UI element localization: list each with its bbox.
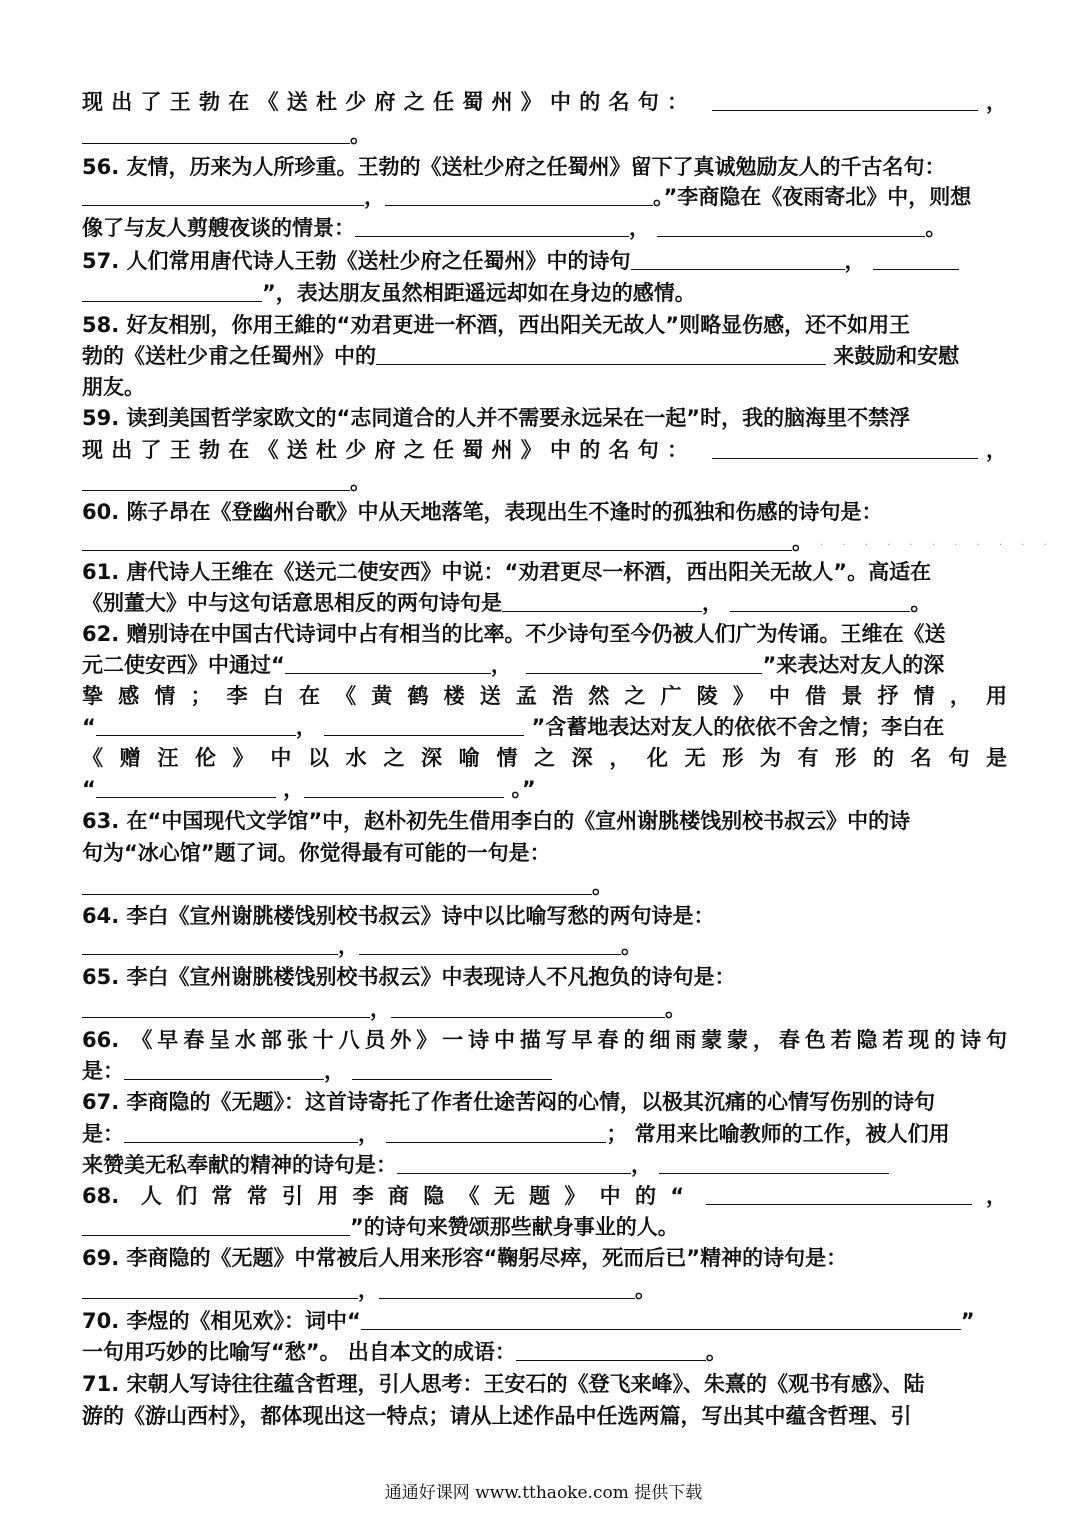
text-line xyxy=(82,1118,1007,1150)
line-text: 句为“冰心馆”题了词。你觉得最有可能的一句是： xyxy=(82,841,551,865)
answer-blank[interactable] xyxy=(285,653,491,674)
question-64 xyxy=(82,900,1007,932)
text-line xyxy=(82,181,1007,213)
text-line xyxy=(82,742,1007,774)
line-text: ， xyxy=(629,216,650,240)
answer-blank[interactable] xyxy=(304,777,504,798)
text-line xyxy=(82,870,1007,902)
scan-dots: · · · · · · · · · · · xyxy=(820,540,1055,551)
answer-blank[interactable] xyxy=(359,934,621,955)
answer-blank[interactable] xyxy=(352,1059,552,1080)
line-text: 66. 《早春呈水部张十八员外》一诗中描写早春的细雨蒙蒙，春色若隐若现的诗句 xyxy=(82,1028,1007,1052)
line-text: ， xyxy=(295,715,317,739)
question-62 xyxy=(82,618,1007,650)
text-line xyxy=(82,277,1007,309)
line-text: 像了与友人剪艘夜谈的情景： xyxy=(82,216,355,240)
line-text: ， xyxy=(370,997,391,1021)
answer-blank[interactable] xyxy=(96,715,296,736)
line-text: “ xyxy=(82,777,96,801)
line-text: ， xyxy=(490,653,512,677)
line-text: 70. 李煜的《相见欢》：词中“ xyxy=(82,1309,361,1333)
answer-blank[interactable] xyxy=(631,249,845,270)
line-text: ， xyxy=(358,1278,379,1302)
line-text: ”的诗句来赞颂那些献身事业的人。 xyxy=(350,1215,679,1239)
line-text: 。 xyxy=(621,934,642,958)
line-text: ， xyxy=(631,1153,652,1177)
line-text: 62. 赠别诗在中国古代诗词中占有相当的比率。不少诗句至今仍被人们广为传诵。王维在《送 xyxy=(82,622,946,646)
text-line xyxy=(82,340,1007,372)
line-text: 现出了王勃在《送杜少府之任蜀州》中的名句： xyxy=(82,438,697,462)
line-text: ” xyxy=(960,1309,975,1333)
line-text: ， xyxy=(338,934,359,958)
line-text: 57. 人们常用唐代诗人王勃《送杜少府之任蜀州》中的诗句 xyxy=(82,249,631,273)
line-text: 。 xyxy=(792,530,813,554)
answer-blank[interactable] xyxy=(82,281,262,302)
line-text: ， xyxy=(977,438,1007,462)
question-56 xyxy=(82,151,1007,183)
question-61 xyxy=(82,556,1007,588)
answer-blank[interactable] xyxy=(712,438,978,459)
question-71 xyxy=(82,1368,1007,1400)
line-text: 69. 李商隐的《无题》中常被后人用来形容“鞠躬尽瘁，死而后已”精神的诗句是： xyxy=(82,1246,848,1270)
line-text: 60. 陈子昂在《登幽州台歌》中从天地落笔，表现出生不逢时的孤独和伤感的诗句是： xyxy=(82,500,883,524)
answer-blank[interactable] xyxy=(82,470,350,491)
line-text: ， xyxy=(324,1059,345,1083)
line-text: ， xyxy=(358,1122,379,1146)
answer-blank[interactable] xyxy=(355,216,629,237)
line-text: ”，表达朋友虽然相距遥远却如在身边的感情。 xyxy=(262,281,696,305)
answer-blank[interactable] xyxy=(361,1309,961,1330)
line-text: 63. 在“中国现代文学馆”中，赵朴初先生借用李白的《宣州谢朓楼饯别校书叔云》中的诗 xyxy=(82,809,911,833)
line-text: 。 xyxy=(665,997,686,1021)
answer-blank[interactable] xyxy=(873,249,959,270)
answer-blank[interactable] xyxy=(730,591,910,612)
question-69 xyxy=(82,1242,1007,1274)
answer-blank[interactable] xyxy=(96,777,276,798)
text-line xyxy=(82,711,1007,743)
line-text: 58. 好友相别，你用王維的“劝君更进一杯酒，西出阳关无故人”则略显伤感，还不如用王 xyxy=(82,313,911,337)
answer-blank[interactable] xyxy=(82,185,364,206)
text-line xyxy=(82,86,1007,118)
answer-blank[interactable] xyxy=(385,185,653,206)
question-68 xyxy=(82,1180,1007,1212)
text-line xyxy=(82,1274,1007,1306)
line-text: 59. 读到美国哲学家欧文的“志同道合的人并不需要永远呆在一起”时，我的脑海里不禁浮 xyxy=(82,406,911,430)
line-text: 现出了王勃在《送杜少府之任蜀州》中的名句： xyxy=(82,90,697,114)
question-58 xyxy=(82,309,1007,341)
text-line xyxy=(82,649,1007,681)
answer-blank[interactable] xyxy=(706,1184,972,1205)
text-line xyxy=(82,1149,1007,1181)
line-text: 64. 李白《宣州谢朓楼饯别校书叔云》诗中以比喻写愁的两句诗是： xyxy=(82,904,715,928)
answer-blank[interactable] xyxy=(82,1278,358,1299)
text-line xyxy=(82,837,1007,869)
question-57 xyxy=(82,245,1007,277)
line-text: 元二使安西》中通过“ xyxy=(82,653,285,677)
text-line xyxy=(82,371,1007,403)
line-text: ， xyxy=(283,777,305,801)
line-text: 。 xyxy=(910,591,932,615)
line-text: ； 常用来比喻教师的工作，被人们用 xyxy=(606,1122,950,1146)
answer-blank[interactable] xyxy=(82,530,792,551)
text-line xyxy=(82,1336,1007,1368)
line-text: 《别董大》中与这句话意思相反的两句诗句是 xyxy=(82,591,502,615)
text-line xyxy=(82,1400,1007,1432)
line-text: ， xyxy=(971,1184,1007,1208)
line-text: 是： xyxy=(82,1059,124,1083)
question-67 xyxy=(82,1086,1007,1118)
answer-blank[interactable] xyxy=(324,715,524,736)
line-text: 挚感情；李白在《黄鹤楼送孟浩然之广陵》中借景抒情，用 xyxy=(82,684,1007,708)
line-text: ”来表达对友人的深 xyxy=(762,653,945,677)
text-line xyxy=(82,993,1007,1025)
line-text: 56. 友情，历来为人所珍重。王勃的《送杜少府之任蜀州》留下了真诚勉励友人的千古名句： xyxy=(82,155,946,179)
line-text: 。”李商隐在《夜雨寄北》中，则想 xyxy=(653,185,972,209)
line-text: “ xyxy=(82,715,96,739)
answer-blank[interactable] xyxy=(376,344,826,365)
answer-blank[interactable] xyxy=(82,1215,350,1236)
line-text: 一句用巧妙的比喻写“愁”。 出自本文的成语： xyxy=(82,1340,516,1364)
question-59 xyxy=(82,402,1007,434)
text-line xyxy=(82,466,1007,498)
line-text: 。” xyxy=(511,777,536,801)
line-text: 。 xyxy=(635,1278,656,1302)
answer-blank[interactable] xyxy=(659,1153,889,1174)
line-text: ， xyxy=(702,591,723,615)
line-text: 来鼓励和安慰 xyxy=(833,344,960,368)
question-60 xyxy=(82,496,1007,528)
line-text: 游的《游山西村》，都体现出这一特点；请从上述作品中任选两篇，写出其中蕴含哲理、引 xyxy=(82,1404,912,1428)
text-line xyxy=(82,587,1007,619)
answer-blank[interactable] xyxy=(82,997,370,1018)
answer-blank[interactable] xyxy=(82,123,350,144)
line-text: ”含蓄地表达对友人的依依不舍之情；李白在 xyxy=(531,715,945,739)
line-text: 朋友。 xyxy=(82,375,145,399)
answer-blank[interactable] xyxy=(391,997,665,1018)
line-text: 65. 李白《宣州谢朓楼饯别校书叔云》中表现诗人不凡抱负的诗句是： xyxy=(82,965,736,989)
text-line xyxy=(82,1055,1007,1087)
footer-credit: 通通好课网 www.tthaoke.com 提供下载 xyxy=(384,1483,703,1503)
line-text: 是： xyxy=(82,1122,124,1146)
question-66 xyxy=(82,1024,1007,1056)
line-text: 来赞美无私奉献的精神的诗句是： xyxy=(82,1153,397,1177)
text-line xyxy=(82,434,1007,466)
answer-blank[interactable] xyxy=(712,90,978,111)
answer-blank[interactable] xyxy=(379,1278,635,1299)
answer-blank[interactable] xyxy=(657,216,925,237)
line-text: 68. 人们常常引用李商隐《无题》中的“ xyxy=(82,1184,685,1208)
answer-blank[interactable] xyxy=(82,934,338,955)
line-text: 。 xyxy=(350,470,371,494)
answer-blank[interactable] xyxy=(526,653,762,674)
question-65 xyxy=(82,961,1007,993)
line-text: 。 xyxy=(705,1340,727,1364)
text-line xyxy=(82,773,1007,805)
line-text: 61. 唐代诗人王维在《送元二使安西》中说：“劝君更尽一杯酒，西出阳关无故人”。高适在 xyxy=(82,560,932,584)
text-line xyxy=(82,930,1007,962)
line-text: 67. 李商隐的《无题》：这首诗寄托了作者仕途苦闷的心情，以极其沉痛的心情写伤别的诗句 xyxy=(82,1090,936,1114)
line-text: 71. 宋朝人写诗往往蕴含哲理，引人思考：王安石的《登飞来峰》、朱熹的《观书有感》、陆 xyxy=(82,1372,925,1396)
question-63 xyxy=(82,805,1007,837)
answer-blank[interactable] xyxy=(124,1059,324,1080)
answer-blank[interactable] xyxy=(397,1153,631,1174)
line-text: ， xyxy=(364,185,385,209)
answer-blank[interactable] xyxy=(82,874,592,895)
line-text: 勃的《送杜少甫之任蜀州》中的 xyxy=(82,344,376,368)
line-text: 。 xyxy=(592,874,613,898)
line-text: 。 xyxy=(925,216,947,240)
line-text: 。 xyxy=(350,123,371,147)
text-line xyxy=(82,212,1007,244)
text-line xyxy=(82,680,1007,712)
text-line xyxy=(82,119,1007,151)
text-line xyxy=(82,1211,1007,1243)
answer-blank[interactable] xyxy=(124,1122,358,1143)
question-70 xyxy=(82,1305,1007,1337)
line-text: ， xyxy=(977,90,1007,114)
answer-blank[interactable] xyxy=(386,1122,606,1143)
line-text: 《赠汪伦》中以水之深喻情之深，化无形为有形的名句是 xyxy=(82,746,1007,770)
answer-blank[interactable] xyxy=(516,1340,706,1361)
answer-blank[interactable] xyxy=(502,591,702,612)
line-text: ， xyxy=(844,249,866,273)
